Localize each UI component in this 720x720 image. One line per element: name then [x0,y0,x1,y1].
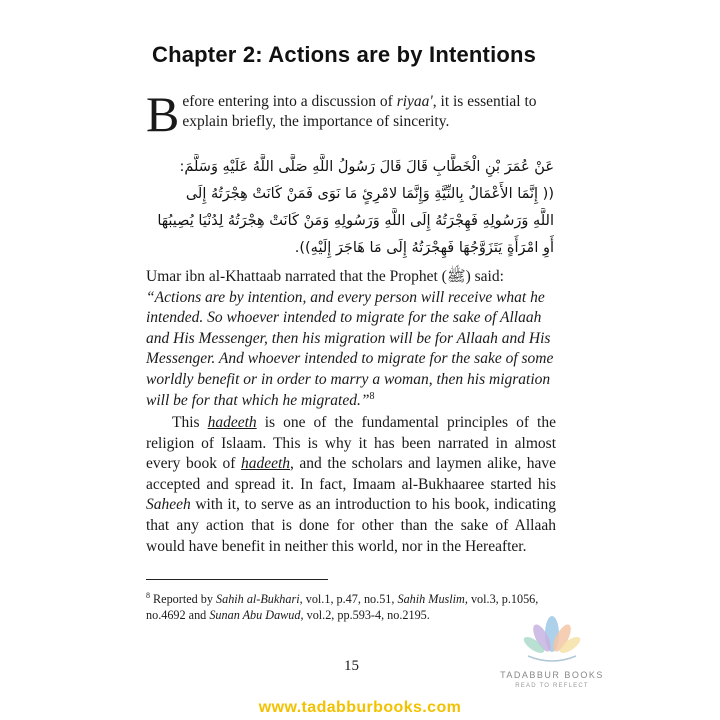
hadith-translation [146,267,556,411]
logo-name: TADABBUR BOOKS [500,670,604,680]
intro-text-end: , it is essential to explain briefly, the importance of sincerity. [182,93,537,130]
lotus-icon [520,612,584,668]
footnote-source: Sunan Abu Dawud, [209,608,304,623]
drop-cap: B [146,86,180,142]
page-number: 15 [344,658,359,674]
hadith-arabic [146,154,554,262]
footnote-text: vol.2, pp.593-4, no.2195. [303,608,430,623]
footnote-source: Sahih Muslim, [397,592,468,607]
para-text-3: , and the scholars and laymen alike, have accepted and spread it. In fact, Imaam al-Bukhaaree started his [146,455,556,493]
footnote-divider [146,579,328,580]
arabic-line-1: عَنْ عُمَرَ بْنِ الْخَطَّابِ قَالَ قَالَ رَسُولُ اللَّهِ صَلَّى اللَّهُ عَلَيْهِ وَسَلَّمَ: [179,159,554,175]
intro-text-start: efore entering into a discussion of [182,93,397,110]
footnote-text: Reported by [150,592,217,607]
logo-tagline: READ TO REFLECT [515,683,589,689]
chapter-title: Chapter 2: Actions are by Intentions [152,42,537,67]
para-text-2: is one of the fundamental principles of the religion of Islaam. This is why it has been narrated in almost every book of [146,414,556,473]
website-link[interactable]: www.tadabburbooks.com [258,699,462,716]
footnote-reference: 8 [369,390,375,402]
footnote-text: vol.1, p.47, no.51, [302,592,398,607]
arabic-line-4: أَوِ امْرَأَةٍ يَتَزَوَّجُهَا فَهِجْرَتُهُ إِلَى مَا هَاجَرَ إِلَيْهِ)). [294,240,554,256]
footnote-text: vol.3, p.1056, no.4692 and [146,592,539,623]
narration-intro: Umar ibn al-Khattaab narrated that the Prophet (ﷺ) said: [146,268,504,285]
term-hadeeth: hadeeth [240,455,291,473]
hadith-quote: “Actions are by intention, and every person will receive what he intended. So whoever intended to migrate for the sake of Allaah and His Messenger, then his migration will be for Allaah and His Messenger. And whoever intended to migrate for the sake of some worldly benefit or in order to marry a woman, then his migration will be for that which he migrated.” [146,288,554,409]
intro-paragraph [146,86,556,142]
arabic-line-2: (( إِنَّمَا الأَعْمَالُ بِالنِّيَّةِ وَإِنَّمَا لامْرِئٍ مَا نَوَى فَمَنْ كَانَتْ هِجْرَتُهُ إِلَى [185,186,554,202]
term-saheeh: Saheeh [146,496,191,514]
para-text-4: with it, to serve as an introduction to his book, indicating that any action that is done for other than the sake of Allaah would have benefit in neither this world, nor in the Hereafter. [146,496,556,555]
intro-term: riyaa' [396,93,433,110]
footnote-number: 8 [146,591,150,600]
para-text-1: This [172,414,208,431]
publisher-logo [482,612,622,698]
term-hadeeth: hadeeth [207,414,257,431]
footnote-source: Sahih al-Bukhari, [216,592,303,607]
body-paragraph [146,413,556,557]
arabic-line-3: اللَّهِ وَرَسُولِهِ فَهِجْرَتُهُ إِلَى اللَّهِ وَرَسُولِهِ وَمَنْ كَانَتْ هِجْرَتُهُ لِدُنْيَا يُصِيبُهَا [157,213,554,229]
